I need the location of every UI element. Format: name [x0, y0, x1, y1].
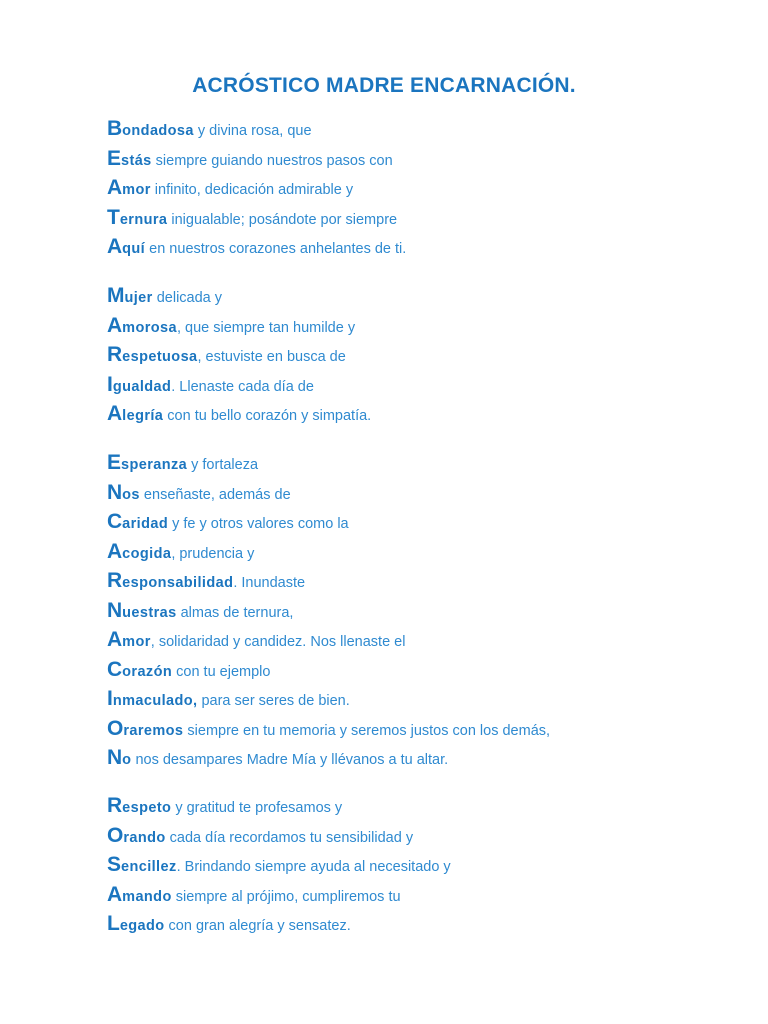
verse-word: uestras [122, 604, 177, 621]
verse-word: mor [122, 634, 151, 650]
verse-initial: E [107, 146, 122, 170]
verse-line [107, 717, 550, 747]
verse-text: con tu ejemplo [172, 663, 271, 680]
verse-text: infinito, dedicación admirable y [150, 182, 354, 198]
verse-word: ernura [119, 211, 168, 228]
verse-word: o [122, 752, 132, 768]
verse-word: speranza [121, 457, 188, 473]
verse-initial: A [107, 235, 123, 258]
verse-initial: R [107, 794, 123, 817]
verse-text: siempre en tu memoria y seremos justos con los demás, [183, 722, 551, 739]
verse-text: . Brindando siempre ayuda al necesitado y [176, 859, 451, 875]
verse-text: . Inundaste [233, 575, 306, 591]
verse-text: , estuviste en busca de [197, 349, 346, 365]
verse-line [107, 402, 371, 432]
verse-line [107, 451, 550, 481]
verse-line [107, 206, 406, 236]
verse-initial: A [107, 882, 123, 906]
verse-word: stás [121, 152, 152, 169]
page-title: ACRÓSTICO MADRE ENCARNACIÓN. [192, 74, 576, 97]
verse-initial: R [107, 569, 123, 592]
verse-initial: N [107, 480, 123, 504]
verse-initial: E [107, 451, 122, 474]
verse-initial: A [107, 313, 123, 337]
verse-word: rando [123, 829, 166, 846]
verse-line [107, 314, 371, 344]
verse-word: quí [122, 241, 146, 257]
verse-line [107, 883, 451, 913]
verse-line [107, 481, 550, 511]
verse-line [107, 343, 371, 373]
verse-initial: A [107, 402, 123, 425]
verse-line [107, 687, 550, 717]
stanza-4 [107, 794, 451, 942]
verse-initial: I [107, 687, 113, 710]
verse-word: cogida [122, 545, 172, 562]
verse-initial: O [107, 823, 124, 847]
verse-word: gualdad [112, 378, 172, 395]
verse-text: nos desampares Madre Mía y llévanos a tu altar. [131, 752, 449, 768]
verse-line [107, 569, 550, 599]
verse-word: os [122, 486, 140, 503]
verse-text: y gratitud te profesamos y [171, 800, 343, 816]
verse-text: y divina rosa, que [193, 123, 312, 139]
verse-word: egado [119, 918, 165, 934]
verse-line [107, 746, 550, 776]
verse-word: ujer [124, 290, 153, 306]
verse-word: orazón [122, 663, 173, 680]
verse-word: ondadosa [122, 123, 194, 139]
verse-text: , solidaridad y candidez. Nos llenaste el [150, 634, 406, 650]
stanza-1 [107, 117, 406, 265]
verse-line [107, 912, 451, 942]
verse-text: cada día recordamos tu sensibilidad y [165, 829, 414, 846]
verse-initial: N [107, 598, 123, 622]
verse-line [107, 540, 550, 570]
verse-word: legría [122, 408, 164, 424]
verse-text: y fe y otros valores como la [168, 516, 349, 532]
verse-initial: A [107, 176, 123, 199]
verse-line [107, 373, 371, 403]
verse-initial: A [107, 539, 123, 563]
verse-text: siempre guiando nuestros pasos con [151, 152, 393, 169]
verse-word: morosa [122, 319, 177, 336]
verse-line [107, 235, 406, 265]
verse-word: raremos [123, 722, 184, 739]
verse-text: con tu bello corazón y simpatía. [163, 408, 372, 424]
verse-initial: B [107, 117, 123, 140]
verse-initial: S [107, 853, 122, 876]
verse-word: espeto [122, 800, 172, 816]
verse-text: delicada y [152, 290, 223, 306]
verse-initial: A [107, 628, 123, 651]
verse-text: y fortaleza [187, 457, 259, 473]
verse-initial: O [107, 716, 124, 740]
verse-line [107, 117, 406, 147]
verse-word: mando [122, 888, 172, 905]
verse-line [107, 147, 406, 177]
verse-initial: L [107, 912, 120, 935]
verse-text: siempre al prójimo, cumpliremos tu [171, 888, 401, 905]
verse-line [107, 628, 550, 658]
verse-text: para ser seres de bien. [197, 693, 350, 709]
verse-text: . Llenaste cada día de [171, 378, 314, 395]
verse-word: esponsabilidad [122, 575, 234, 591]
verse-text: enseñaste, además de [139, 486, 291, 503]
verse-initial: N [107, 746, 123, 769]
verse-initial: I [107, 372, 113, 396]
verse-line [107, 794, 451, 824]
verse-initial: C [107, 657, 123, 681]
verse-text: en nuestros corazones anhelantes de ti. [145, 241, 407, 257]
verse-initial: M [107, 284, 125, 307]
verse-word: aridad [122, 516, 169, 532]
verse-text: , prudencia y [171, 545, 255, 562]
verse-line [107, 824, 451, 854]
verse-line [107, 658, 550, 688]
verse-text: almas de ternura, [176, 604, 294, 621]
verse-line [107, 599, 550, 629]
verse-text: , que siempre tan humilde y [176, 319, 356, 336]
verse-initial: T [107, 205, 120, 229]
verse-text: inigualable; posándote por siempre [167, 211, 398, 228]
verse-initial: C [107, 510, 123, 533]
verse-word: espetuosa [122, 349, 198, 365]
stanza-2 [107, 284, 371, 432]
verse-word: mor [122, 182, 151, 198]
verse-word: nmaculado, [112, 693, 198, 709]
verse-word: encillez [121, 859, 177, 875]
verse-line [107, 853, 451, 883]
verse-initial: R [107, 343, 123, 366]
verse-line [107, 284, 371, 314]
verse-text: con gran alegría y sensatez. [164, 918, 351, 934]
verse-line [107, 176, 406, 206]
stanza-3 [107, 451, 550, 776]
verse-line [107, 510, 550, 540]
